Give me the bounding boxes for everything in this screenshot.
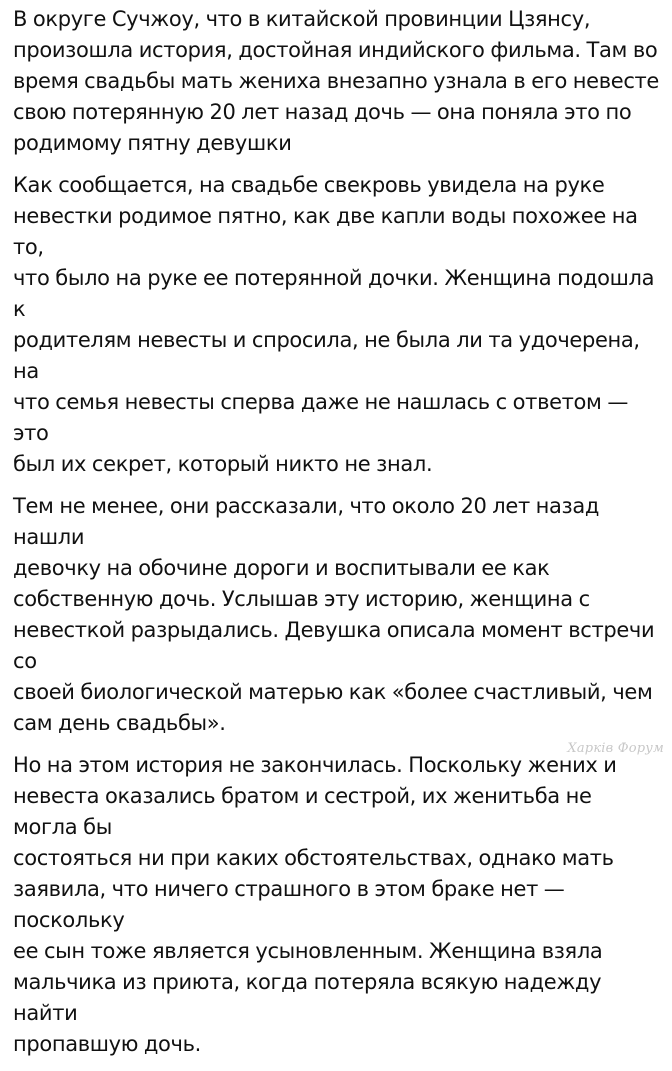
watermark: Харків Форум: [567, 741, 664, 756]
paragraph-lead: В округе Сучжоу, что в китайской провинции Цзянсу, произошла история, достойная индийского фильма. Там во время свадьбы мать жениха внезапно узнала в его невесте свою потерянную 20 лет назад дочь — она поняла это по родимому пятну девушки: [13, 7, 659, 155]
paragraph: Как сообщается, на свадьбе свекровь увидела на руке невестки родимое пятно, как две капли воды похожее на то, что было на руке ее потерянной дочки. Женщина подошла к родителям невесты и спросила, не была ли та удочерена, на что семья невесты сперва даже не нашлась с ответом — это был их секрет, который никто не знал.: [13, 173, 655, 476]
article-body: [13, 4, 661, 1071]
paragraph: Но на этом история не закончилась. Поскольку жених и невеста оказались братом и сестрой, их женитьба не могла бы состояться ни при каких обстоятельствах, однако мать заявила, что ничего страшного в этом браке нет — поскольку ее сын тоже является усыновленным. Женщина взяла мальчика из приюта, когда потеряла всякую надежду найти пропавшую дочь.: [13, 753, 617, 1056]
paragraph: Тем не менее, они рассказали, что около 20 лет назад нашли девочку на обочине дороги и воспитывали ее как собственную дочь. Услышав эту историю, женщина с невесткой разрыдались. Девушка описала момент встречи со своей биологической матерью как «более счастливый, чем сам день свадьбы».: [13, 494, 655, 735]
